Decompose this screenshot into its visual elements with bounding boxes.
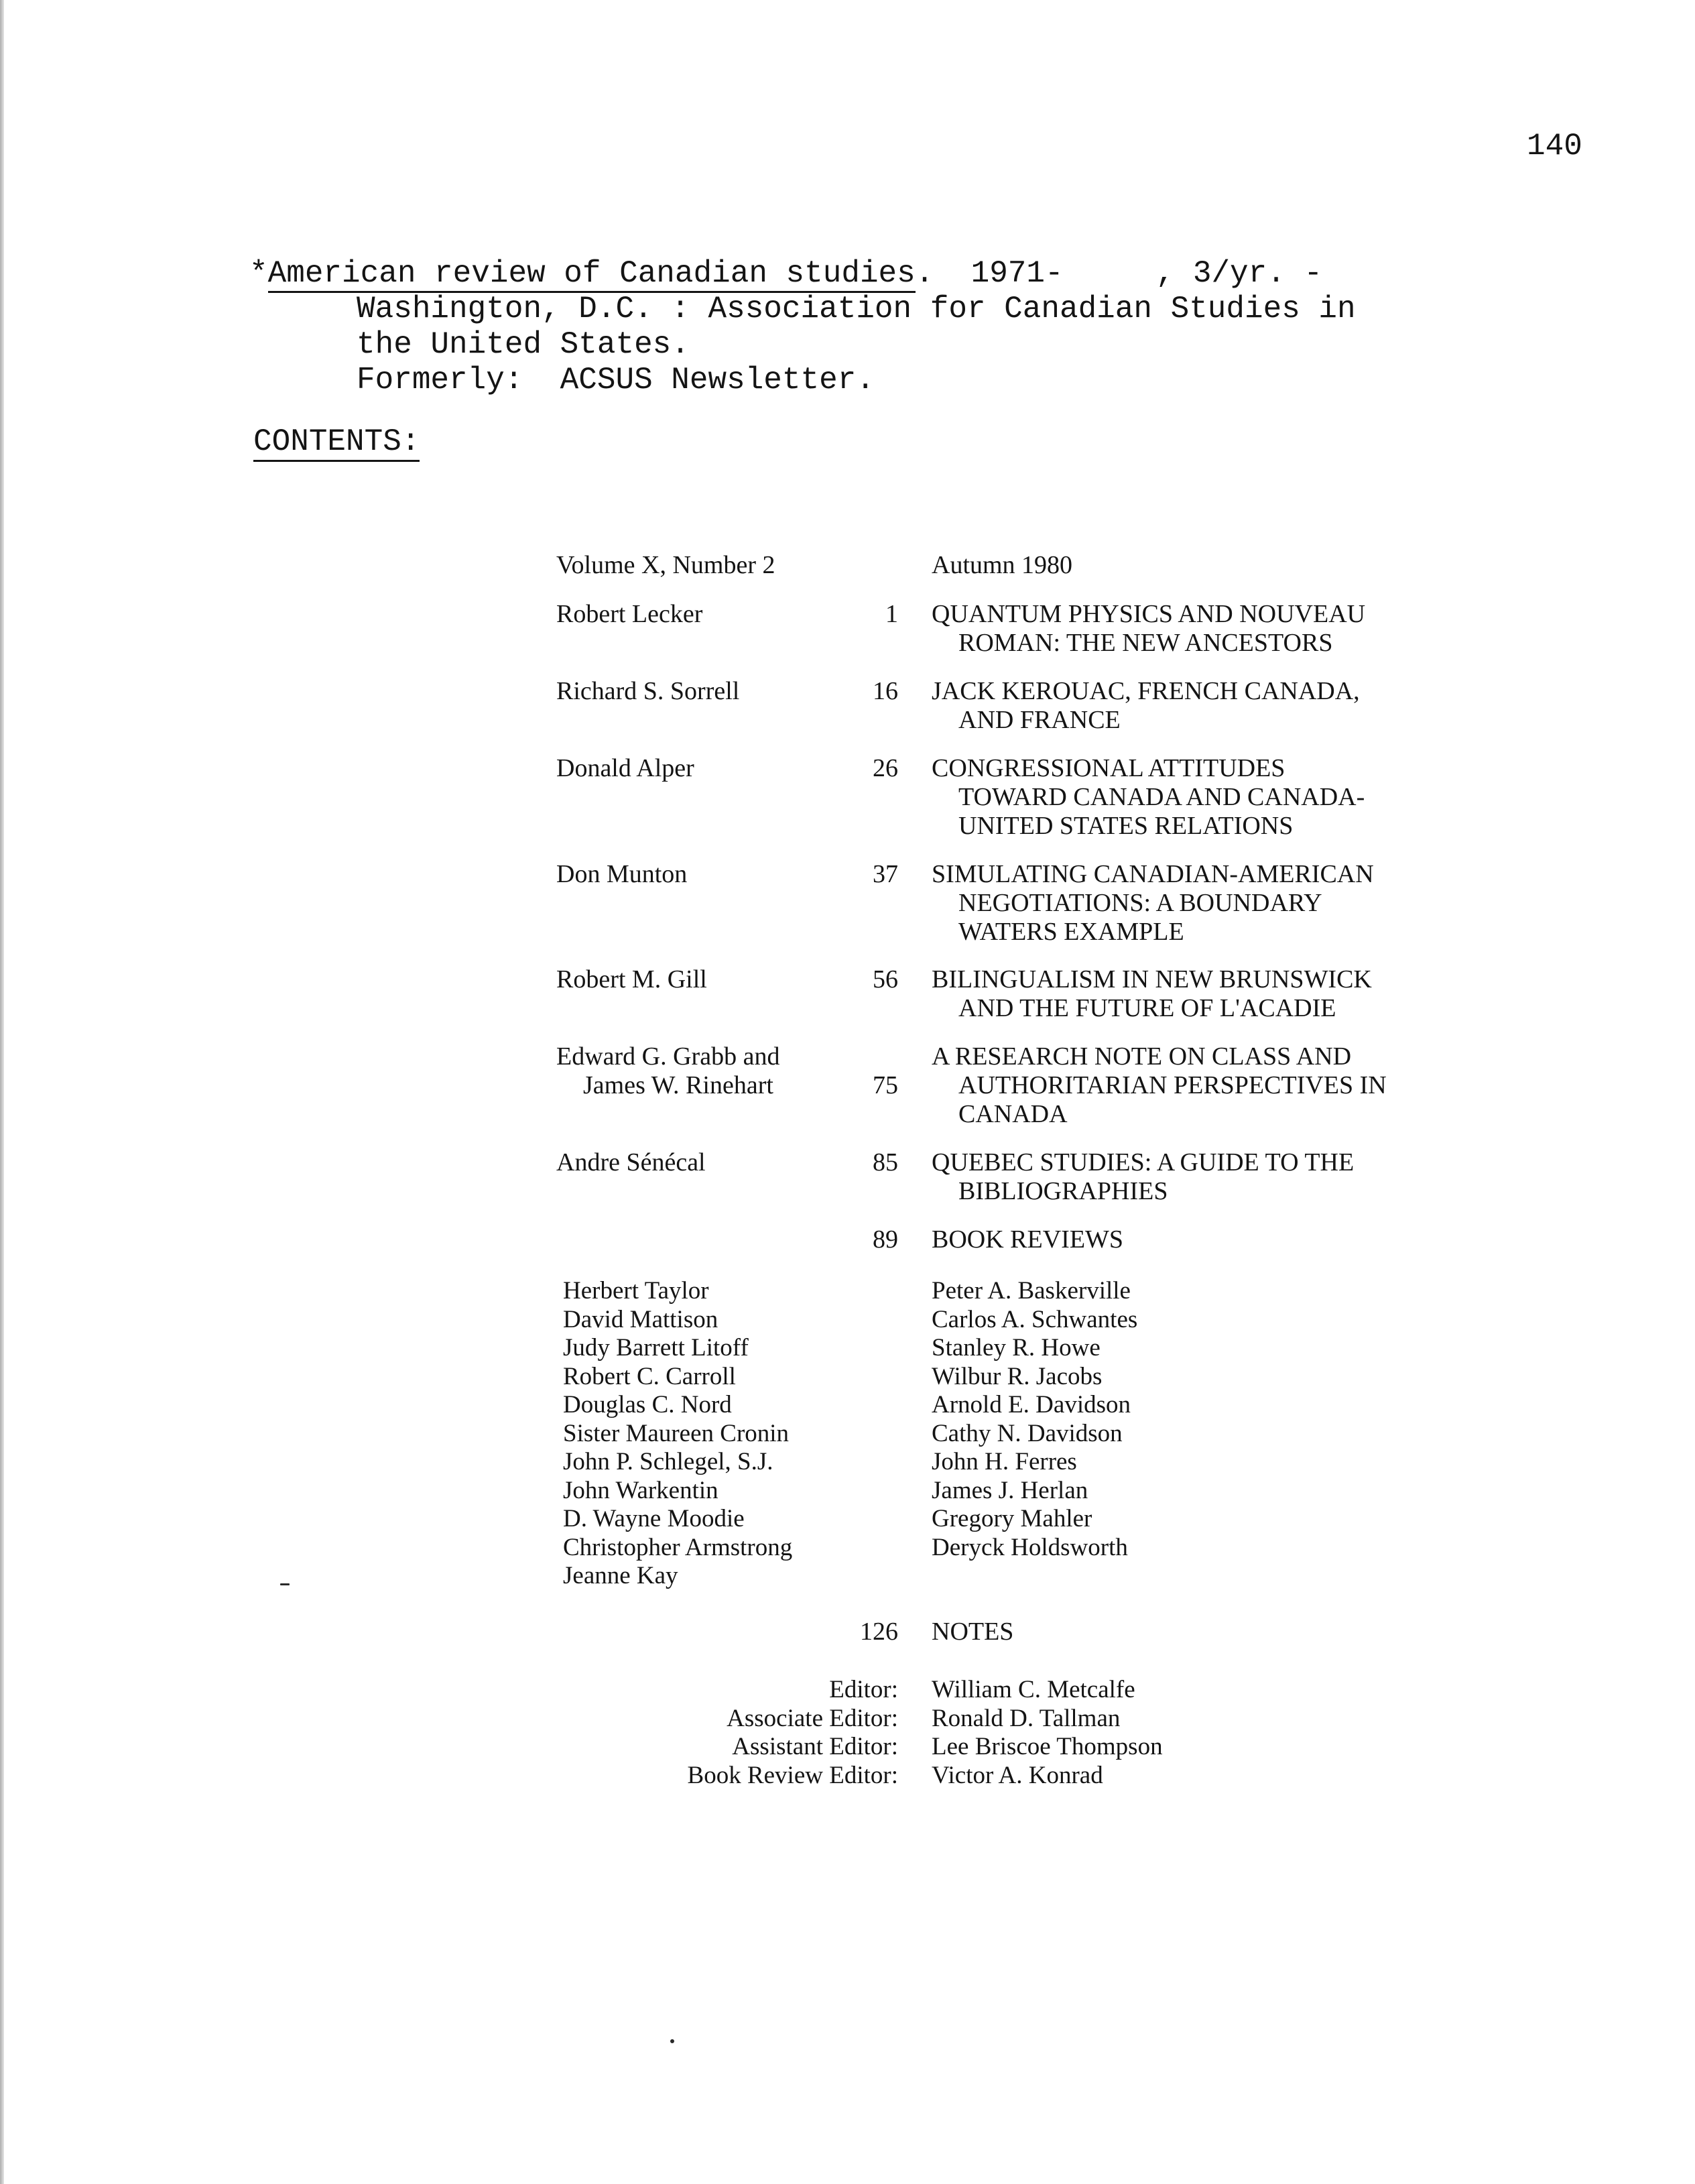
reviewer-name: Christopher Armstrong — [563, 1533, 793, 1561]
article-author: Robert M. Gill — [556, 965, 707, 993]
article-author: Andre Sénécal — [556, 1148, 706, 1176]
notes-heading: NOTES — [932, 1618, 1014, 1646]
article-author: Donald Alper — [556, 754, 694, 782]
article-title-line: AUTHORITARIAN PERSPECTIVES IN — [958, 1071, 1387, 1099]
contents-heading: CONTENTS: — [253, 424, 420, 462]
reviewer-name: Jeanne Kay — [563, 1562, 678, 1589]
article-title-line: A RESEARCH NOTE ON CLASS AND — [932, 1042, 1352, 1071]
article-title-line: BIBLIOGRAPHIES — [958, 1177, 1168, 1205]
article-title-line: ROMAN: THE NEW ANCESTORS — [958, 629, 1333, 657]
editor-name: Lee Briscoe Thompson — [932, 1733, 1163, 1760]
page-number: 140 — [1527, 129, 1582, 164]
article-author: Robert Lecker — [556, 600, 703, 628]
article-title-line: AND THE FUTURE OF L'ACADIE — [958, 994, 1336, 1022]
article-title-line: CONGRESSIONAL ATTITUDES — [932, 754, 1285, 782]
article-page: 37 — [873, 860, 898, 888]
reviewer-name: Wilbur R. Jacobs — [932, 1362, 1103, 1390]
bibliographic-citation — [249, 256, 1356, 398]
reviewer-name: D. Wayne Moodie — [563, 1505, 745, 1532]
article-title-line: UNITED STATES RELATIONS — [958, 812, 1294, 840]
article-title-line: WATERS EXAMPLE — [958, 918, 1184, 946]
article-title — [932, 600, 1365, 658]
reviewer-name: Stanley R. Howe — [932, 1334, 1101, 1361]
article-title-line: CANADA — [958, 1100, 1068, 1128]
article-page: 16 — [873, 677, 898, 705]
editor-names — [932, 1676, 1163, 1790]
article-title-line: NEGOTIATIONS: A BOUNDARY — [958, 889, 1322, 917]
editor-role: Associate Editor: — [727, 1704, 898, 1732]
article-title-line: SIMULATING CANADIAN-AMERICAN — [932, 860, 1374, 888]
article-title-line: BILINGUALISM IN NEW BRUNSWICK — [932, 965, 1372, 993]
editor-roles — [523, 1676, 898, 1790]
article-page: 26 — [873, 754, 898, 782]
article-author: Richard S. Sorrell — [556, 677, 740, 705]
article-title-line: JACK KEROUAC, FRENCH CANADA, — [932, 677, 1360, 705]
article-title-line: QUANTUM PHYSICS AND NOUVEAU — [932, 600, 1366, 628]
book-reviews-heading: BOOK REVIEWS — [932, 1225, 1124, 1254]
editor-name: Victor A. Konrad — [932, 1761, 1103, 1789]
citation-publisher: Washington, D.C. : Association for Canadian Studies in — [357, 292, 1356, 326]
article-title — [932, 860, 1374, 947]
citation-former-title: Formerly: ACSUS Newsletter. — [357, 363, 875, 398]
reviewer-name: James J. Herlan — [932, 1476, 1088, 1504]
article-author — [556, 1042, 779, 1100]
journal-title: American review of Canadian studies — [268, 256, 916, 293]
editor-name: William C. Metcalfe — [932, 1676, 1135, 1703]
article-title — [932, 677, 1360, 735]
issue-volume: Volume X, Number 2 — [556, 551, 775, 579]
article-title — [932, 754, 1365, 841]
reviewer-name: Gregory Mahler — [932, 1505, 1092, 1532]
article-title-line: TOWARD CANADA AND CANADA- — [958, 783, 1365, 811]
article-page: 85 — [873, 1148, 898, 1176]
notes-page: 126 — [860, 1618, 898, 1646]
scan-speck — [280, 1583, 290, 1585]
reviewer-name: Herbert Taylor — [563, 1277, 709, 1305]
article-title-line: QUEBEC STUDIES: A GUIDE TO THE — [932, 1148, 1355, 1176]
article-title — [932, 1148, 1354, 1206]
reviewer-name: Deryck Holdsworth — [932, 1533, 1128, 1561]
scanned-page-edge — [0, 0, 4, 2184]
reviewer-name: Arnold E. Davidson — [932, 1391, 1131, 1418]
reviewer-name: Sister Maureen Cronin — [563, 1419, 790, 1447]
article-page: 75 — [873, 1071, 898, 1099]
reviewer-name: Cathy N. Davidson — [932, 1419, 1123, 1447]
issue-season: Autumn 1980 — [932, 551, 1073, 579]
citation-asterisk: * — [249, 256, 268, 291]
article-title-line: AND FRANCE — [958, 706, 1121, 734]
article-author-line: James W. Rinehart — [583, 1071, 773, 1099]
reviewer-name: David Mattison — [563, 1305, 718, 1333]
scan-speck — [670, 2039, 674, 2043]
reviewer-name: Carlos A. Schwantes — [932, 1305, 1138, 1333]
editor-role: Book Review Editor: — [687, 1761, 898, 1789]
reviewer-name: Robert C. Carroll — [563, 1362, 736, 1390]
reviewer-name: John P. Schlegel, S.J. — [563, 1448, 773, 1475]
reviewer-name: John Warkentin — [563, 1476, 718, 1504]
editor-role: Editor: — [829, 1676, 898, 1703]
reviewer-name: John H. Ferres — [932, 1448, 1077, 1475]
citation-title-line — [249, 256, 1356, 292]
reviewer-name: Douglas C. Nord — [563, 1391, 732, 1418]
article-author: Don Munton — [556, 860, 688, 888]
reviewer-name: Peter A. Baskerville — [932, 1277, 1131, 1305]
article-author-line: Edward G. Grabb and — [556, 1042, 780, 1071]
editor-name: Ronald D. Tallman — [932, 1704, 1121, 1732]
article-title — [932, 1042, 1387, 1129]
reviewers-left-column — [563, 1277, 792, 1591]
editor-role: Assistant Editor: — [732, 1733, 898, 1760]
article-page: 56 — [873, 965, 898, 993]
book-reviews-page: 89 — [873, 1225, 898, 1254]
article-page: 1 — [885, 600, 898, 628]
citation-dates: . 1971- , 3/yr. - — [915, 256, 1323, 291]
reviewer-name: Judy Barrett Litoff — [563, 1334, 749, 1361]
article-title — [932, 965, 1372, 1023]
reviewers-right-column — [932, 1277, 1137, 1562]
citation-publisher-cont: the United States. — [357, 327, 690, 362]
